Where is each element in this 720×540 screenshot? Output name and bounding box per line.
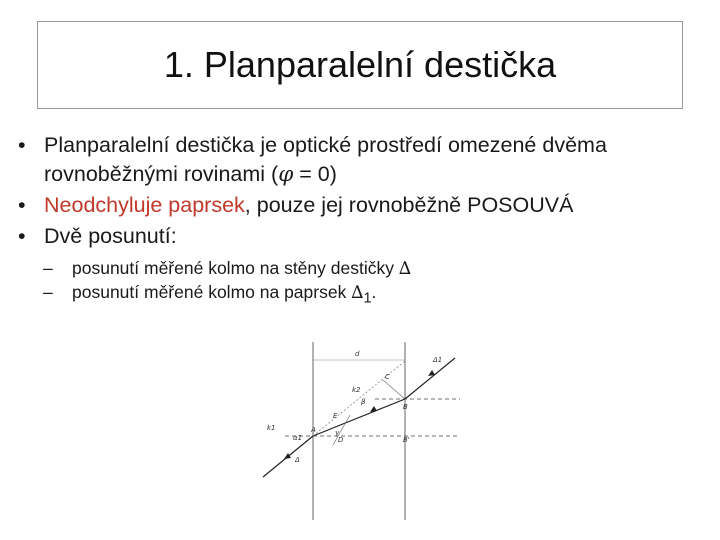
label-B-prime: B' <box>403 436 410 444</box>
bullet-shift-highlight: Neodchyluje paprsek <box>44 193 245 217</box>
label-D: D <box>338 436 344 444</box>
label-alpha1: α1 <box>293 434 303 442</box>
bullet-two-shifts-text: Dvě posunutí: <box>44 224 177 248</box>
label-k1: k1 <box>267 424 276 432</box>
label-k2: k2 <box>352 386 361 394</box>
label-C: C <box>385 373 390 381</box>
emergent-ray <box>405 358 455 399</box>
delta-symbol: ∆ <box>398 259 412 279</box>
shift-line-C <box>383 380 405 399</box>
delta1-subscript: 1 <box>363 290 372 307</box>
refracted-ray <box>313 399 405 436</box>
subbullet-ray-text: posunutí měřené kolmo na paprsek <box>72 282 352 302</box>
label-delta1: Δ1 <box>433 356 443 364</box>
bullet-definition-end: = 0) <box>293 162 337 186</box>
subbullet-dash: – <box>43 282 53 302</box>
phi-symbol: φ <box>278 162 294 187</box>
bullet-list <box>14 131 704 311</box>
subbullet-ray-suffix: . <box>371 282 377 302</box>
bullet-shift-rest: , pouze jej rovnoběžně POSOUVÁ <box>244 193 574 217</box>
bullet-dot: • <box>18 133 26 157</box>
bullet-definition-text: Planparalelní destička je optické prostředí omezené dvěma rovnoběžnými rovinami ( <box>44 133 607 186</box>
label-delta: Δ <box>295 456 300 464</box>
label-d: d <box>355 350 360 358</box>
refracted-arrow <box>370 406 377 412</box>
label-E: E <box>333 412 338 420</box>
label-beta: β <box>361 398 366 406</box>
bullet-definition <box>14 131 704 189</box>
plate-diagram <box>255 342 465 522</box>
delta1-symbol: ∆ <box>351 283 364 303</box>
bullet-dot: • <box>18 224 26 248</box>
incident-arrow <box>284 453 291 459</box>
label-B: B <box>403 403 408 411</box>
subbullet-perpendicular-walls <box>14 257 704 281</box>
subbullet-perpendicular-ray <box>14 281 704 311</box>
label-A: A <box>311 426 316 434</box>
subbullet-list <box>14 257 704 311</box>
bullet-shift <box>14 191 704 220</box>
incident-extension <box>313 361 405 436</box>
label-gamma: γ <box>335 429 340 437</box>
subbullet-dash: – <box>43 258 53 278</box>
slide-title: 1. Planparalelní destička <box>163 44 557 85</box>
subbullet-walls-text: posunutí měřené kolmo na stěny destičky <box>72 258 399 278</box>
emergent-arrow <box>428 370 435 376</box>
bullet-two-shifts <box>14 222 704 251</box>
title-box <box>37 21 683 109</box>
bullet-dot: • <box>18 193 26 217</box>
